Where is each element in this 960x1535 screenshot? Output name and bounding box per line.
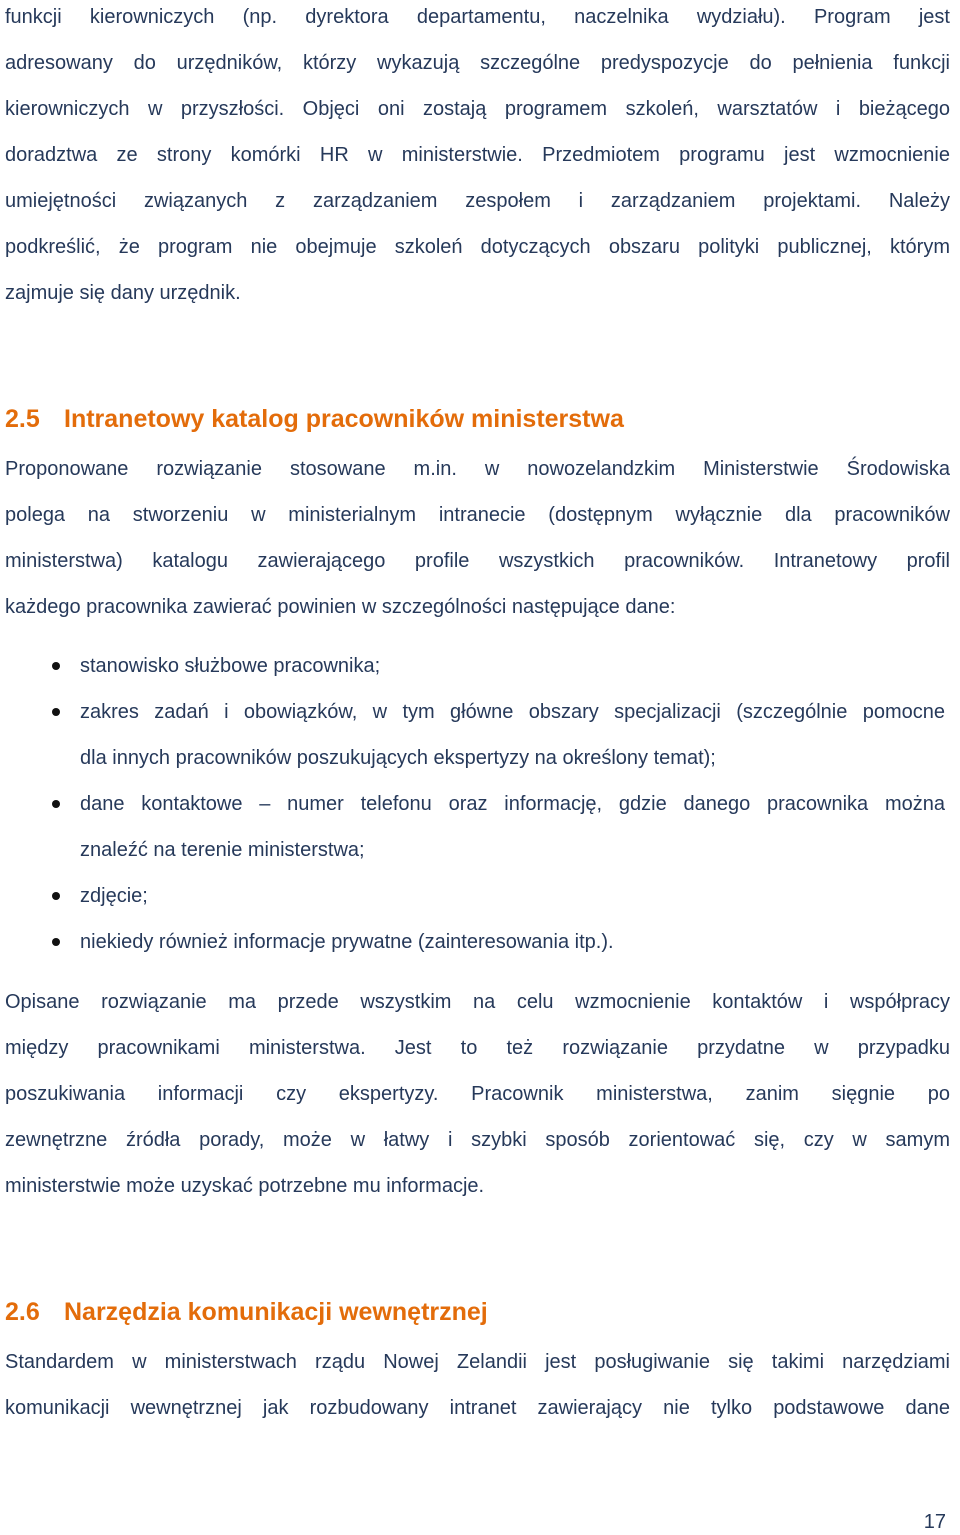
paragraph-line: umiejętności związanych z zarządzaniem zespołem i zarządzaniem projektami. Należy xyxy=(5,190,950,212)
paragraph-line: Standardem w ministerstwach rządu Nowej Zelandii jest posługiwanie się takimi narzędziami xyxy=(5,1351,950,1373)
section-number: 2.6 xyxy=(5,1298,40,1326)
section-2-5-paragraph xyxy=(5,446,950,630)
list-item-line: zakres zadań i obowiązków, w tym główne obszary specjalizacji (szczególnie pomocne xyxy=(80,701,945,723)
section-title: Intranetowy katalog pracowników ministerstwa xyxy=(64,405,624,433)
list-item xyxy=(0,781,945,873)
section-heading-2-5 xyxy=(5,396,950,442)
list-item-line: znaleźć na terenie ministerstwa; xyxy=(80,839,365,861)
bullet-icon xyxy=(52,938,60,946)
paragraph-line: Opisane rozwiązanie ma przede wszystkim na celu wzmocnienie kontaktów i współpracy xyxy=(5,991,950,1013)
paragraph-line: każdego pracownika zawierać powinien w szczególności następujące dane: xyxy=(5,596,676,618)
section-2-6-paragraph xyxy=(5,1339,950,1431)
list-item-line: dla innych pracowników poszukujących ekspertyzy na określony temat); xyxy=(80,747,716,769)
bullet-icon xyxy=(52,892,60,900)
list-item xyxy=(0,643,945,689)
summary-paragraph xyxy=(5,979,950,1209)
intro-paragraph xyxy=(5,0,950,316)
bullet-list xyxy=(0,643,945,965)
paragraph-line: funkcji kierowniczych (np. dyrektora departamentu, naczelnika wydziału). Program jest xyxy=(5,6,950,28)
page-number: 17 xyxy=(923,1511,946,1533)
list-item-line: niekiedy również informacje prywatne (zainteresowania itp.). xyxy=(80,931,614,953)
section-heading-2-6 xyxy=(5,1289,950,1335)
paragraph-line: zewnętrzne źródła porady, może w łatwy i szybki sposób zorientować się, czy w samym xyxy=(5,1129,950,1151)
list-item-line: zdjęcie; xyxy=(80,885,148,907)
paragraph-line: kierowniczych w przyszłości. Objęci oni zostają programem szkoleń, warsztatów i bieżącego xyxy=(5,98,950,120)
list-item xyxy=(0,873,945,919)
paragraph-line: ministerstwa) katalogu zawierającego profile wszystkich pracowników. Intranetowy profil xyxy=(5,550,950,572)
bullet-icon xyxy=(52,662,60,670)
bullet-icon xyxy=(52,800,60,808)
paragraph-line: poszukiwania informacji czy ekspertyzy. Pracownik ministerstwa, zanim sięgnie po xyxy=(5,1083,950,1105)
paragraph-line: ministerstwie może uzyskać potrzebne mu informacje. xyxy=(5,1175,485,1197)
paragraph-line: adresowany do urzędników, którzy wykazują szczególne predyspozycje do pełnienia funkcji xyxy=(5,52,950,74)
paragraph-line: doradztwa ze strony komórki HR w ministerstwie. Przedmiotem programu jest wzmocnienie xyxy=(5,144,950,166)
paragraph-line: między pracownikami ministerstwa. Jest to też rozwiązanie przydatne w przypadku xyxy=(5,1037,950,1059)
paragraph-line: zajmuje się dany urzędnik. xyxy=(5,282,241,304)
list-item xyxy=(0,919,945,965)
paragraph-line: komunikacji wewnętrznej jak rozbudowany intranet zawierający nie tylko podstawowe dane xyxy=(5,1397,950,1419)
section-number: 2.5 xyxy=(5,405,40,433)
paragraph-line: podkreślić, że program nie obejmuje szkoleń dotyczących obszaru polityki publicznej, którym xyxy=(5,236,950,258)
section-title: Narzędzia komunikacji wewnętrznej xyxy=(64,1298,488,1326)
list-item xyxy=(0,689,945,781)
bullet-icon xyxy=(52,708,60,716)
list-item-line: stanowisko służbowe pracownika; xyxy=(80,655,381,677)
paragraph-line: Proponowane rozwiązanie stosowane m.in. w nowozelandzkim Ministerstwie Środowiska xyxy=(5,458,950,480)
paragraph-line: polega na stworzeniu w ministerialnym intranecie (dostępnym wyłącznie dla pracowników xyxy=(5,504,950,526)
list-item-line: dane kontaktowe – numer telefonu oraz informację, gdzie danego pracownika można xyxy=(80,793,945,815)
